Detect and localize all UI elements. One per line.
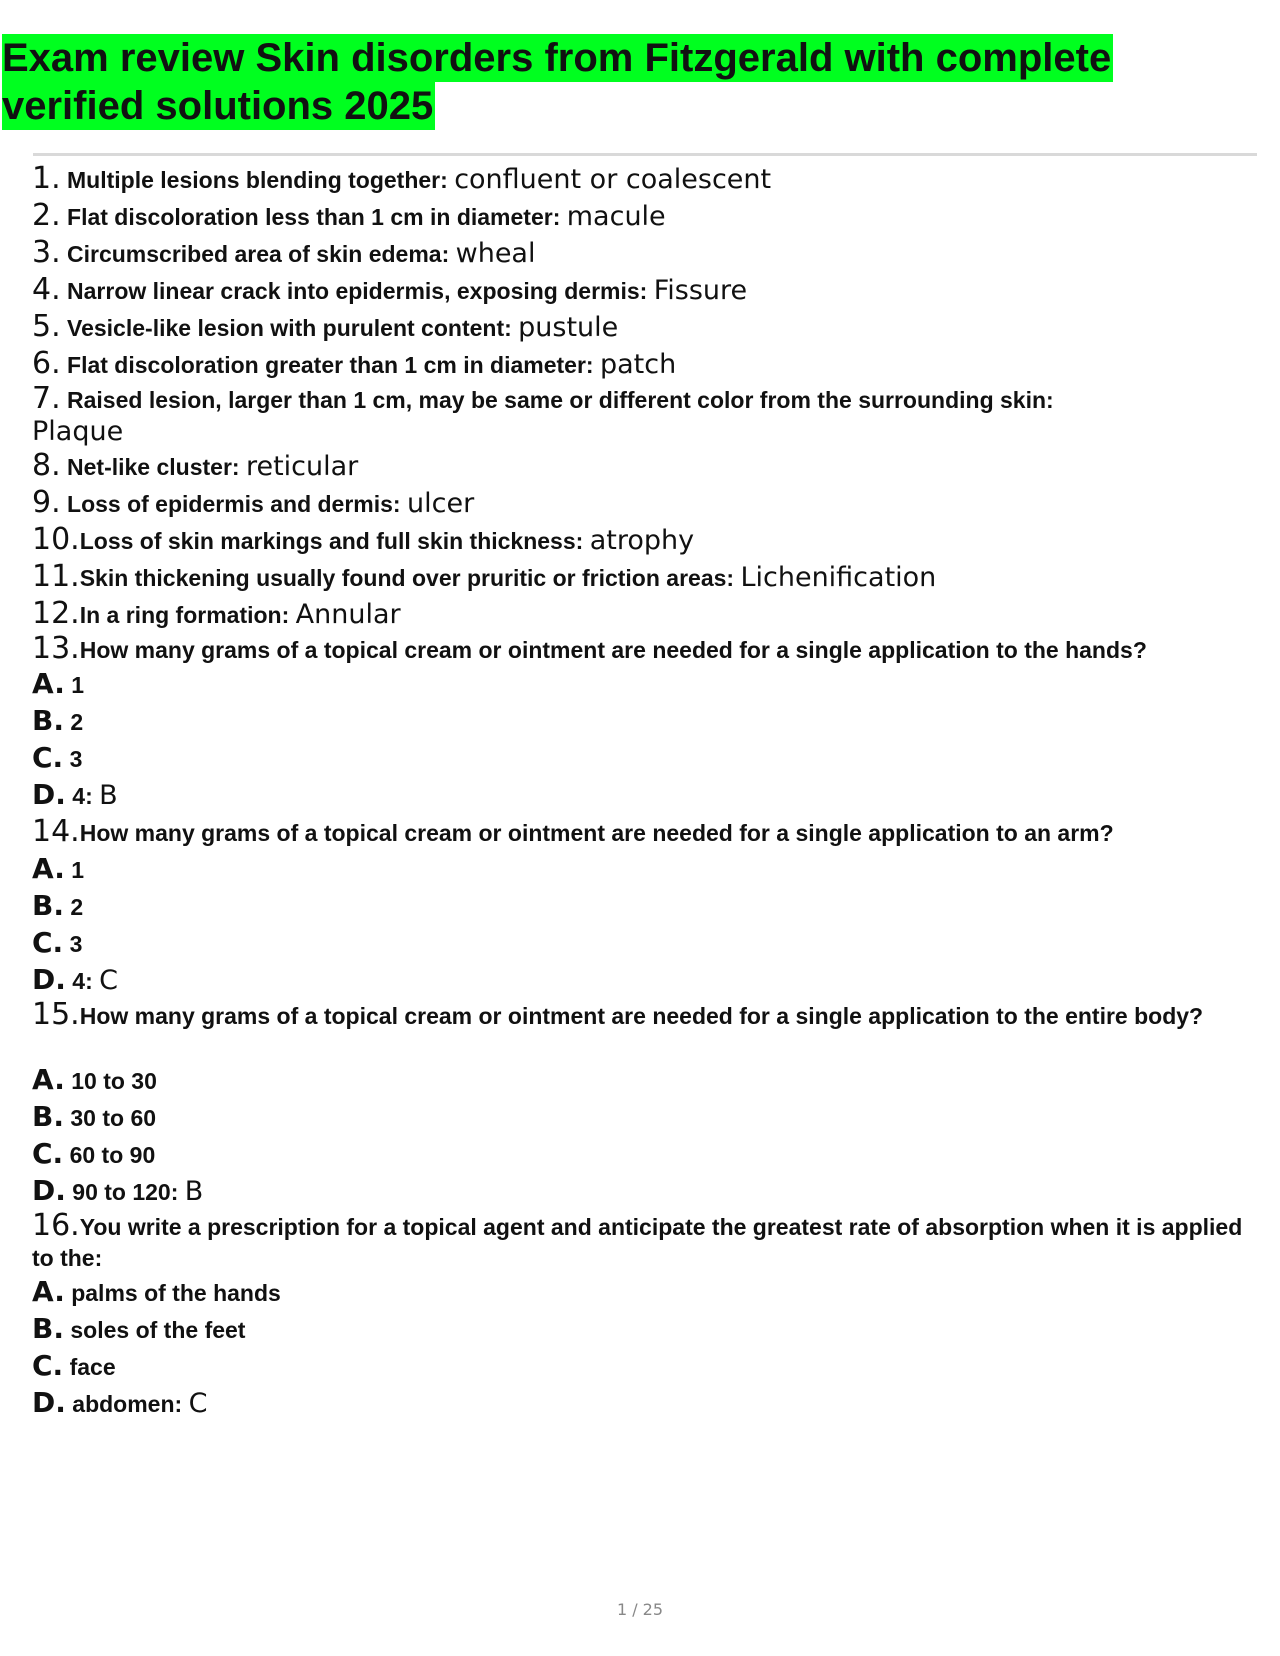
question-text: In a ring formation: [79, 602, 290, 628]
option-text: 3 [69, 931, 83, 957]
option-letter: C. [32, 926, 64, 959]
list-item [32, 346, 1252, 383]
list-item [32, 235, 1252, 272]
option-text: 1 [71, 857, 85, 883]
question-text: Skin thickening usually found over pruritic or friction areas: [79, 565, 735, 591]
option [32, 1348, 1252, 1385]
question-text: How many grams of a topical cream or ointment are needed for a single application to the hands? [79, 637, 1147, 663]
answer-text: C [188, 1388, 208, 1419]
question-text: Vesicle-like lesion with purulent content: [67, 315, 512, 341]
option [32, 925, 1252, 962]
list-item [32, 198, 1252, 235]
option [32, 777, 1252, 814]
option-letter: A. [32, 667, 65, 700]
question-number: 6. [32, 346, 61, 381]
option-text: face [69, 1354, 116, 1380]
option-text: 30 to 60 [70, 1105, 157, 1131]
option [32, 1385, 1252, 1422]
question-number: 12. [32, 596, 80, 631]
option-text: 4: [72, 968, 93, 994]
question-number: 13. [32, 631, 80, 666]
question-text: Net-like cluster: [67, 454, 240, 480]
option-text: 60 to 90 [69, 1142, 156, 1168]
answer-text: B [99, 780, 118, 811]
answer-text: wheal [455, 238, 536, 269]
option-letter: D. [32, 1174, 66, 1207]
option-letter: A. [32, 1063, 65, 1096]
answer-text: reticular [245, 451, 359, 482]
answer-text: Lichenification [740, 562, 937, 593]
list-item [32, 272, 1252, 309]
question-number: 7. [32, 381, 61, 416]
question-number: 15. [32, 997, 80, 1032]
option-text: 2 [70, 709, 84, 735]
spacer [32, 1032, 1252, 1062]
option-letter: A. [32, 1275, 65, 1308]
option [32, 962, 1252, 999]
list-item [32, 309, 1252, 346]
option [32, 1136, 1252, 1173]
option-text: soles of the feet [70, 1317, 246, 1343]
page-title [2, 34, 1202, 130]
question [32, 1210, 1252, 1274]
question [32, 999, 1252, 1032]
question [32, 633, 1252, 666]
answer-text: macule [566, 201, 666, 232]
question-text: Narrow linear crack into epidermis, exposing dermis: [67, 278, 648, 304]
option-letter: C. [32, 741, 64, 774]
title-line: verified solutions 2025 [2, 84, 434, 128]
question-number: 16. [32, 1208, 80, 1243]
question-text: You write a prescription for a topical agent and anticipate the greatest rate of absorption when it is applied to the: [32, 1214, 1243, 1271]
option [32, 888, 1252, 925]
option-letter: D. [32, 963, 66, 996]
option-text: abdomen: [72, 1391, 183, 1417]
option-letter: B. [32, 704, 64, 737]
question-text: Loss of epidermis and dermis: [67, 491, 401, 517]
question-number: 4. [32, 272, 61, 307]
answer-text: Plaque [32, 416, 124, 447]
list-item [32, 448, 1252, 485]
answer-text: ulcer [407, 488, 475, 519]
question-text: Raised lesion, larger than 1 cm, may be same or different color from the surrounding skin: [67, 387, 1054, 413]
question-number: 9. [32, 485, 61, 520]
list-item [32, 559, 1252, 596]
list-item [32, 522, 1252, 559]
question-number: 11. [32, 559, 80, 594]
option-letter: C. [32, 1349, 64, 1382]
option [32, 703, 1252, 740]
option-text: palms of the hands [71, 1280, 281, 1306]
question-text: Circumscribed area of skin edema: [67, 241, 450, 267]
answer-text: C [99, 965, 118, 996]
question-text: Flat discoloration less than 1 cm in diameter: [67, 204, 561, 230]
question-number: 5. [32, 309, 61, 344]
list-item [32, 485, 1252, 522]
list-item [32, 383, 1252, 448]
option [32, 1274, 1252, 1311]
option-letter: B. [32, 889, 64, 922]
question-text: How many grams of a topical cream or ointment are needed for a single application to an arm? [79, 820, 1114, 846]
option [32, 1099, 1252, 1136]
option-text: 4: [72, 783, 93, 809]
answer-text: B [184, 1176, 204, 1207]
question [32, 814, 1252, 851]
option-text: 2 [70, 894, 84, 920]
answer-text: Fissure [653, 275, 748, 306]
option-letter: D. [32, 1386, 66, 1419]
page-indicator: 1 / 25 [616, 1600, 664, 1619]
option-text: 1 [71, 672, 85, 698]
document-body [32, 161, 1252, 1422]
question-text: Flat discoloration greater than 1 cm in diameter: [67, 352, 594, 378]
option-letter: C. [32, 1137, 64, 1170]
question-number: 10. [32, 522, 80, 557]
answer-text: Annular [295, 599, 401, 630]
option [32, 851, 1252, 888]
option-text: 90 to 120: [72, 1179, 179, 1205]
list-item [32, 161, 1252, 198]
question-number: 1. [32, 161, 61, 196]
question-number: 2. [32, 198, 61, 233]
question-number: 3. [32, 235, 61, 270]
answer-text: pustule [518, 312, 619, 343]
answer-text: confluent or coalescent [454, 164, 772, 195]
option [32, 1311, 1252, 1348]
answer-text: atrophy [589, 525, 695, 556]
question-text: How many grams of a topical cream or ointment are needed for a single application to the entire body? [79, 1003, 1204, 1029]
answer-text: patch [599, 349, 677, 380]
question-number: 14. [32, 814, 80, 849]
question-number: 8. [32, 448, 61, 483]
question-text: Multiple lesions blending together: [67, 167, 448, 193]
title-line: Exam review Skin disorders from Fitzgerald with complete [2, 36, 1112, 80]
option [32, 1173, 1252, 1210]
option [32, 666, 1252, 703]
option-letter: B. [32, 1312, 64, 1345]
option-letter: D. [32, 778, 66, 811]
option [32, 740, 1252, 777]
divider [33, 153, 1257, 156]
question-text: Loss of skin markings and full skin thickness: [79, 528, 584, 554]
option-text: 3 [69, 746, 83, 772]
option [32, 1062, 1252, 1099]
option-letter: B. [32, 1100, 64, 1133]
list-item [32, 596, 1252, 633]
option-text: 10 to 30 [71, 1068, 157, 1094]
option-letter: A. [32, 852, 65, 885]
